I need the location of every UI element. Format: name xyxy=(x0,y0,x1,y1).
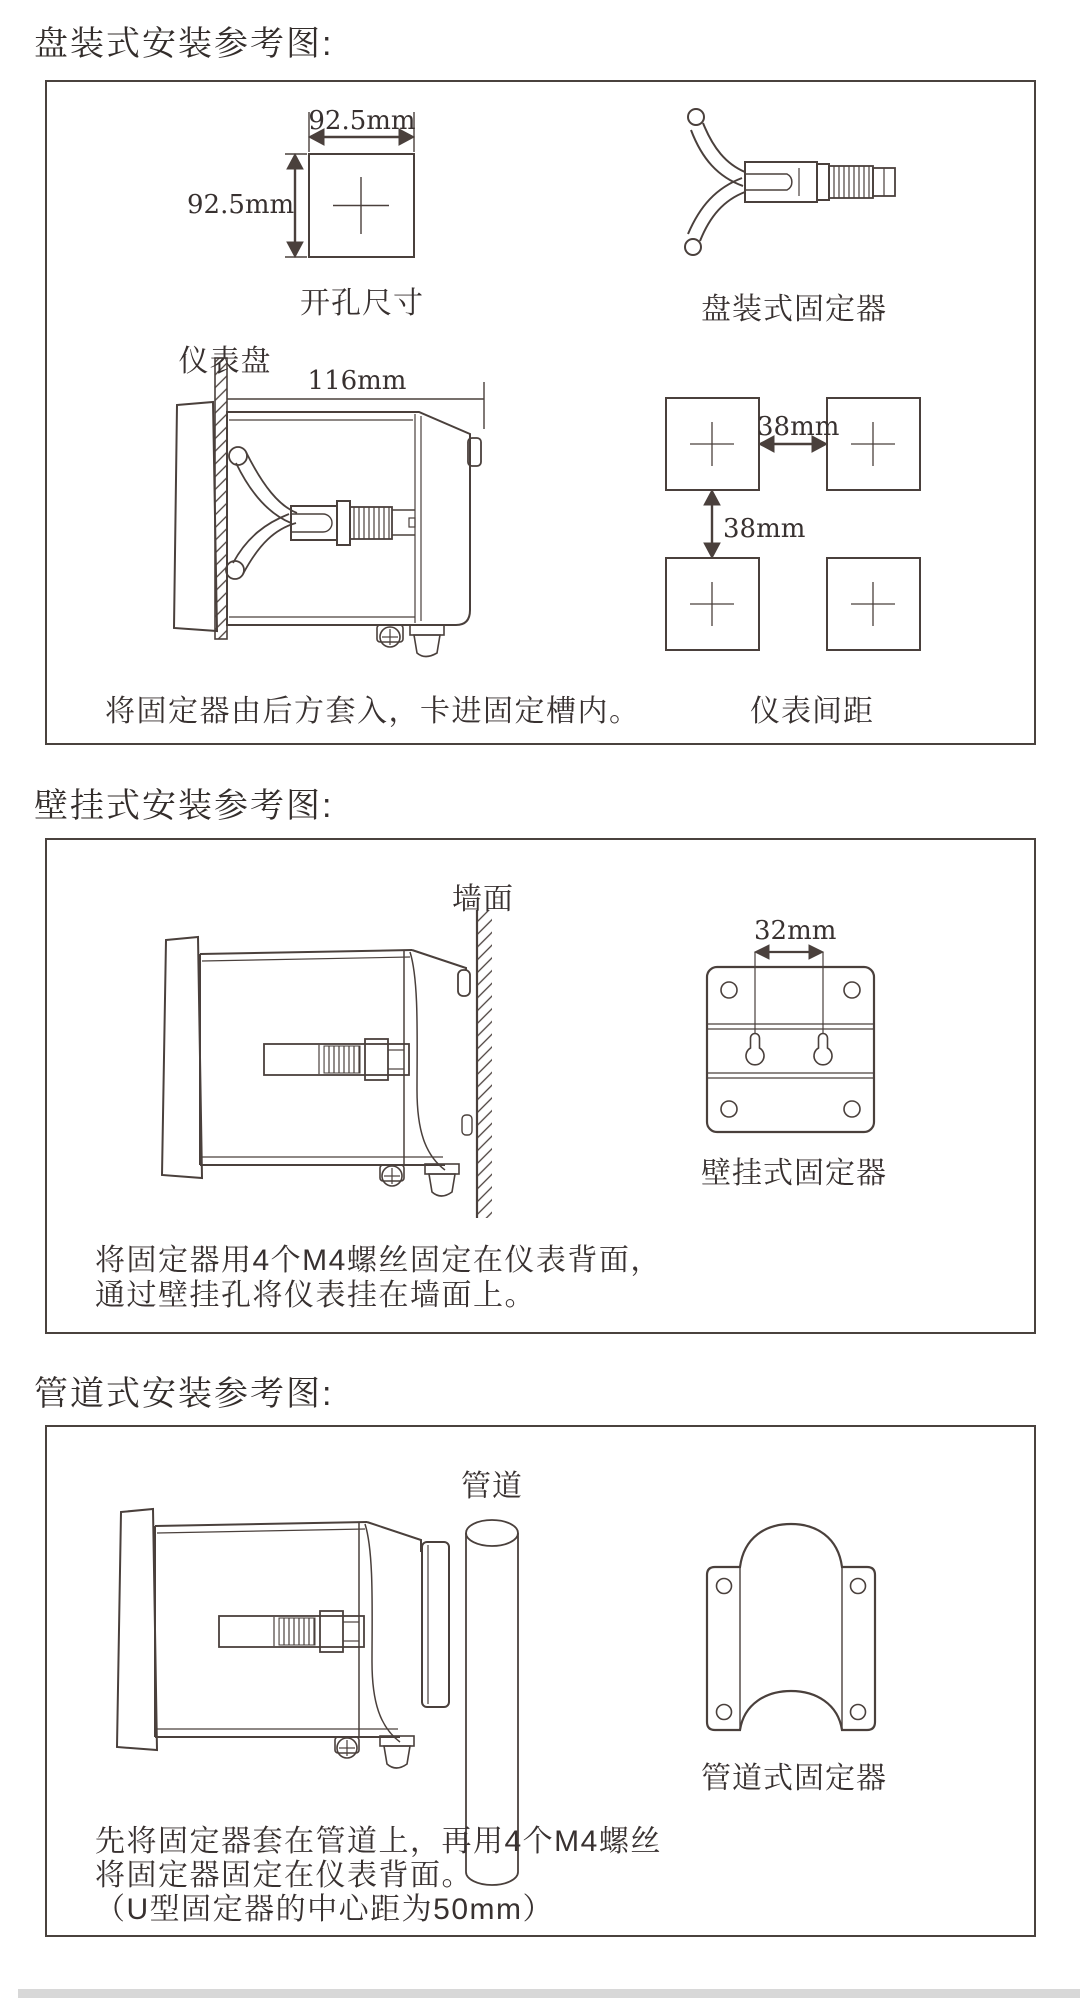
cutout-caption: 开孔尺寸 xyxy=(300,287,424,320)
wall-mount-instruction-line1: 将固定器用4个M4螺丝固定在仪表背面， xyxy=(95,1244,662,1277)
pipe-mount-instruction-line3: （U型固定器的中心距为50mm） xyxy=(95,1893,555,1926)
pipe-side-view xyxy=(117,1509,449,1768)
spacing-horizontal-dim: 38mm xyxy=(757,412,840,442)
panel-side-view xyxy=(174,358,484,657)
panel-mount-diagram-box xyxy=(45,80,1036,745)
panel-mount-drawing xyxy=(47,82,1034,743)
section-title-pipe-mount: 管道式安装参考图: xyxy=(34,1375,334,1413)
section-title-panel-mount: 盘装式安装参考图: xyxy=(34,25,334,63)
footer-divider-bar xyxy=(18,1989,1080,1998)
depth-dim: 116mm xyxy=(307,366,407,396)
hole-spacing-dim: 32mm xyxy=(754,916,837,946)
wall-hatch xyxy=(477,910,492,1218)
wall-mount-instruction-line2: 通过壁挂孔将仪表挂在墙面上。 xyxy=(95,1279,536,1312)
pipe-mount-instruction-line1: 先将固定器套在管道上，再用4个M4螺丝 xyxy=(95,1825,662,1858)
wall-fixer-caption: 壁挂式固定器 xyxy=(701,1157,887,1190)
panel-mount-instruction: 将固定器由后方套入，卡进固定槽内。 xyxy=(105,695,641,728)
pipe-label: 管道 xyxy=(461,1470,523,1503)
wall-label: 墙面 xyxy=(452,883,514,916)
panel-fixer-drawing xyxy=(685,109,895,255)
wall-fixer-drawing xyxy=(707,945,874,1132)
wall-side-view xyxy=(162,937,472,1196)
section-title-wall-mount: 壁挂式安装参考图: xyxy=(34,787,334,825)
spacing-caption: 仪表间距 xyxy=(750,695,874,728)
pipe-mount-diagram-box xyxy=(45,1425,1036,1937)
spacing-vertical-dim: 38mm xyxy=(723,514,806,544)
cutout-width-dim: 92.5mm xyxy=(308,106,416,136)
panel-fixer-caption: 盘装式固定器 xyxy=(701,293,887,326)
pipe-fixer-drawing xyxy=(707,1524,875,1730)
cutout-height-dim: 92.5mm xyxy=(187,190,295,220)
wall-mount-diagram-box xyxy=(45,838,1036,1334)
instrument-panel-label: 仪表盘 xyxy=(178,345,272,378)
pipe-mount-instruction-line2: 将固定器固定在仪表背面。 xyxy=(95,1859,473,1892)
pipe-fixer-caption: 管道式固定器 xyxy=(701,1762,887,1795)
